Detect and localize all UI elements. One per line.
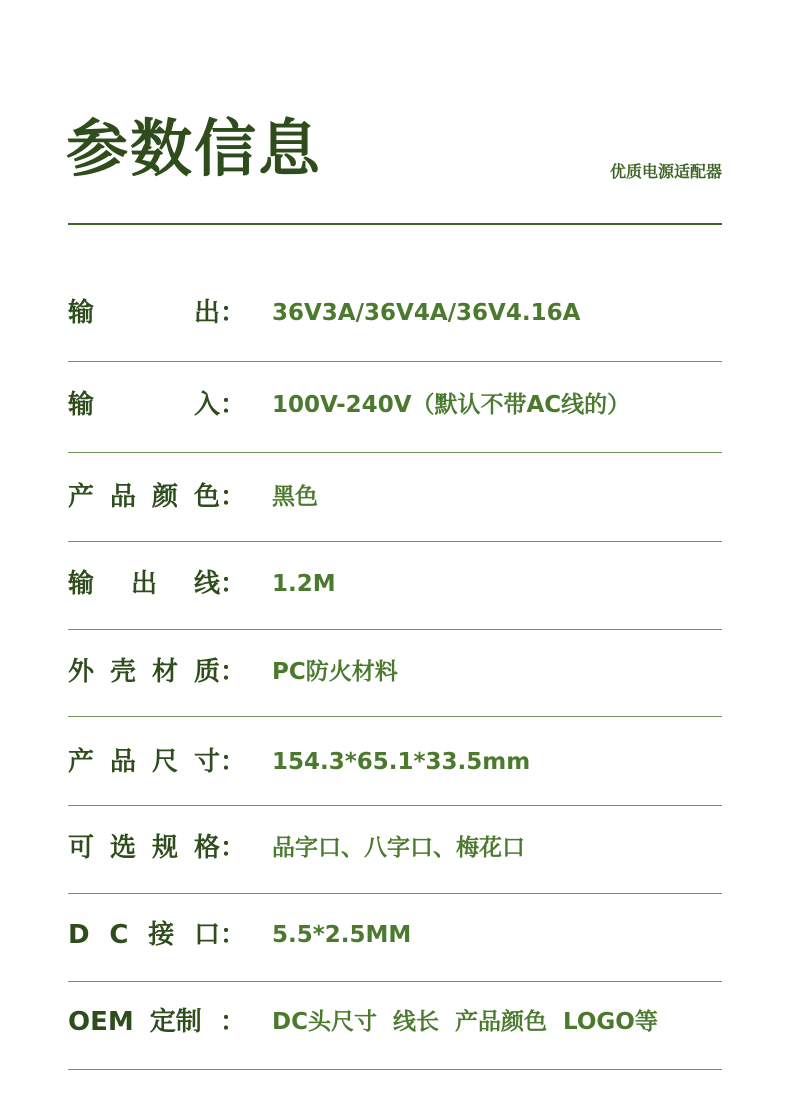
spec-value: 100V-240V（默认不带AC线的） — [272, 391, 631, 418]
spec-colon: ： — [220, 747, 247, 777]
spec-colon: ： — [220, 298, 247, 328]
label-char: 质 — [193, 657, 220, 687]
label-char: 产 — [68, 747, 95, 777]
page-subtitle: 优质电源适配器 — [609, 162, 722, 181]
label-char: 产 — [68, 482, 95, 512]
row-divider — [68, 629, 722, 630]
label-char: 格 — [193, 833, 220, 863]
spec-label — [68, 659, 220, 685]
page-title: 参数信息 — [66, 112, 323, 185]
label-char: 品 — [109, 747, 136, 777]
row-divider — [68, 541, 722, 542]
label-char: 选 — [109, 833, 136, 863]
spec-value: 黑色 — [272, 483, 318, 510]
label-char: 壳 — [109, 657, 136, 687]
spec-row-options — [68, 835, 722, 861]
spec-row-input — [68, 392, 722, 418]
label-char: OEM — [68, 1007, 134, 1037]
label-char: 入 — [193, 390, 220, 420]
spec-value: DC头尺寸 线长 产品颜色 LOGO等 — [272, 1008, 658, 1035]
label-char: 输 — [68, 298, 95, 328]
row-divider — [68, 716, 722, 717]
spec-label — [68, 484, 220, 510]
label-char: 寸 — [193, 747, 220, 777]
label-char: 出 — [193, 298, 220, 328]
spec-label — [68, 300, 220, 326]
spec-row-dimensions — [68, 749, 722, 775]
spec-row-cable — [68, 571, 722, 597]
spec-value: 36V3A/36V4A/36V4.16A — [272, 299, 581, 326]
spec-colon: ： — [220, 657, 247, 687]
spec-colon: ： — [220, 920, 247, 950]
label-char: 输 — [68, 569, 95, 599]
label-char: 尺 — [151, 747, 178, 777]
row-divider — [68, 361, 722, 362]
row-divider — [68, 452, 722, 453]
label-char: 品 — [109, 482, 136, 512]
label-char: 输 — [68, 390, 95, 420]
spec-row-output — [68, 300, 722, 326]
label-char: 颜 — [151, 482, 178, 512]
spec-row-dc-port — [68, 922, 722, 948]
label-char: 材 — [151, 657, 178, 687]
label-char: 口 — [193, 920, 220, 950]
label-char: 规 — [151, 833, 178, 863]
spec-label — [68, 749, 220, 775]
label-char: 接 — [148, 920, 175, 950]
spec-value: 154.3*65.1*33.5mm — [272, 748, 531, 775]
label-char: 定制 — [149, 1007, 202, 1037]
spec-colon: ： — [220, 390, 247, 420]
label-char: C — [109, 920, 129, 950]
title-divider — [68, 223, 722, 225]
spec-label — [68, 835, 220, 861]
label-char: 可 — [68, 833, 95, 863]
spec-value: 品字口、八字口、梅花口 — [272, 834, 525, 861]
spec-value: 5.5*2.5MM — [272, 921, 412, 948]
spec-row-material — [68, 659, 722, 685]
spec-label — [68, 392, 220, 418]
label-char: D — [68, 920, 90, 950]
row-divider — [68, 893, 722, 894]
row-divider — [68, 805, 722, 806]
spec-value: 1.2M — [272, 570, 336, 597]
spec-colon: ： — [220, 482, 247, 512]
spec-label — [68, 922, 220, 948]
spec-label — [68, 571, 220, 597]
spec-colon: ： — [220, 1007, 247, 1037]
spec-colon: ： — [220, 569, 247, 599]
label-char: 色 — [193, 482, 220, 512]
spec-colon: ： — [220, 833, 247, 863]
label-char: 线 — [193, 569, 220, 599]
label-char: 外 — [68, 657, 95, 687]
row-divider — [68, 1069, 722, 1070]
row-divider — [68, 981, 722, 982]
label-char: 出 — [130, 569, 157, 599]
spec-row-color — [68, 484, 722, 510]
spec-label — [68, 1009, 220, 1035]
spec-row-oem — [68, 1009, 722, 1035]
spec-value: PC防火材料 — [272, 658, 398, 685]
